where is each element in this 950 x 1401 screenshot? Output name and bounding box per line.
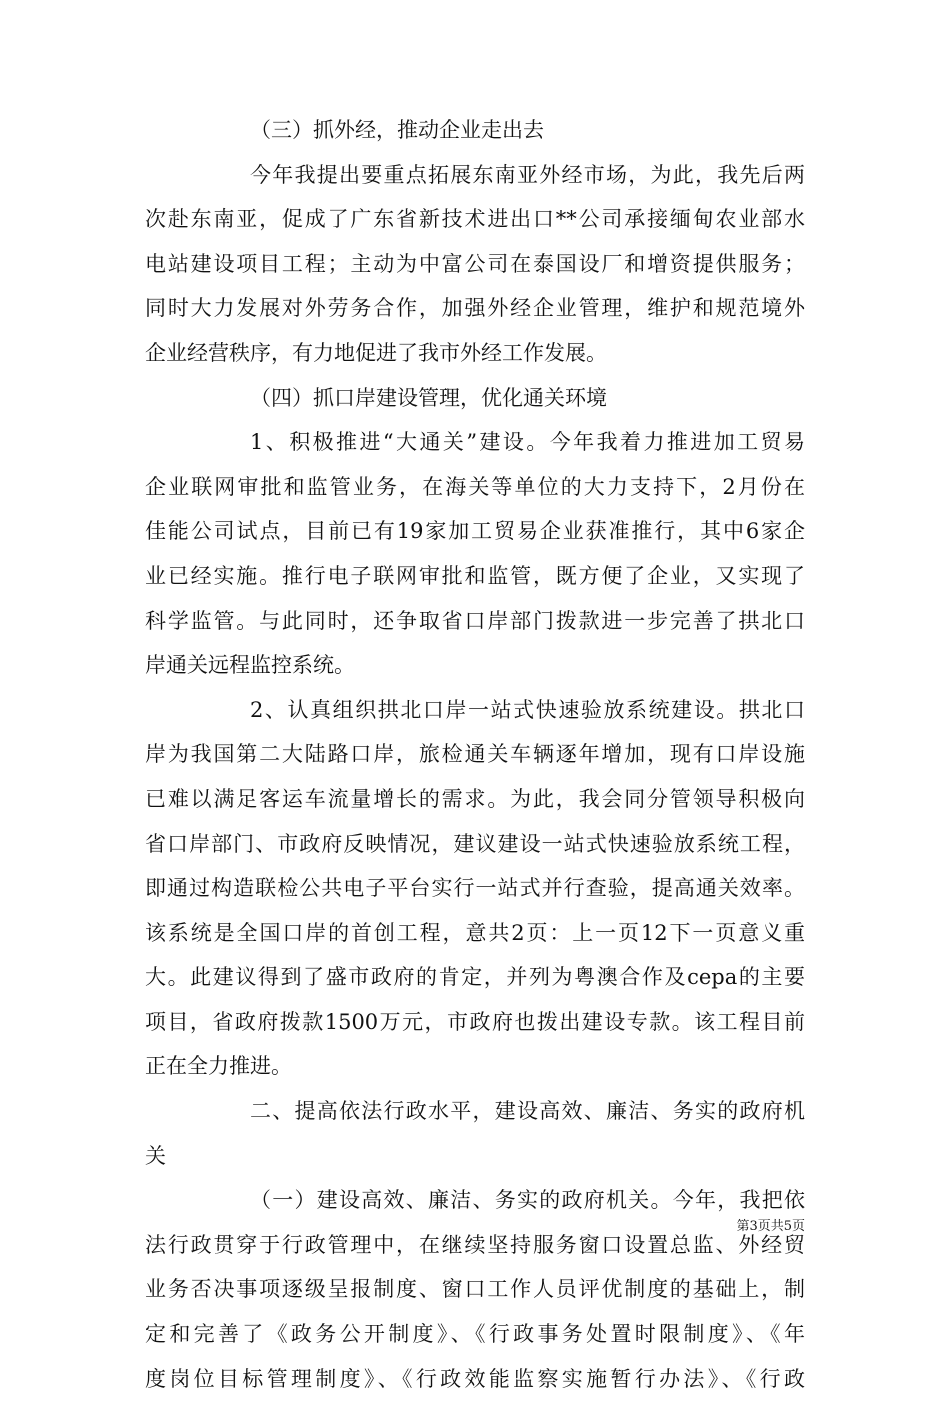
paragraph-line: 项目，省政府拨款1500万元，市政府也拨出建设专款。该工程目前 xyxy=(145,1009,805,1034)
paragraph-line: 省口岸部门、市政府反映情况，建议建设一站式快速验放系统工程， xyxy=(145,831,805,856)
page-number-footer: 第3页共5页 xyxy=(736,1219,805,1234)
paragraph-line: 企业联网审批和监管业务，在海关等单位的大力支持下，2月份在 xyxy=(145,474,805,499)
paragraph-line: 该系统是全国口岸的首创工程，意共2页：上一页12下一页意义重 xyxy=(145,920,805,945)
paragraph-line: 正在全力推进。 xyxy=(145,1054,292,1079)
document-body xyxy=(145,108,805,1401)
heading-part-2-continued: 关 xyxy=(145,1143,166,1168)
paragraph-line: 次赴东南亚，促成了广东省新技术进出口**公司承接缅甸农业部水 xyxy=(145,207,805,232)
paragraph-line: 电站建设项目工程；主动为中富公司在泰国设厂和增资提供服务； xyxy=(145,251,805,276)
paragraph-line: 同时大力发展对外劳务合作，加强外经企业管理，维护和规范境外 xyxy=(145,296,805,321)
paragraph-line: 岸通关远程监控系统。 xyxy=(145,653,355,678)
paragraph-line: 定和完善了《政务公开制度》、《行政事务处置时限制度》、《年 xyxy=(145,1322,805,1347)
paragraph-line: 1、积极推进“大通关”建设。今年我着力推进加工贸易 xyxy=(250,430,805,455)
heading-section-4: （四）抓口岸建设管理，优化通关环境 xyxy=(250,385,607,410)
paragraph-line: 企业经营秩序，有力地促进了我市外经工作发展。 xyxy=(145,340,607,365)
paragraph-line: 2、认真组织拱北口岸一站式快速验放系统建设。拱北口 xyxy=(250,697,805,722)
paragraph-line: 业务否决事项逐级呈报制度、窗口工作人员评优制度的基础上，制 xyxy=(145,1277,805,1302)
paragraph-line: 大。此建议得到了盛市政府的肯定，并列为粤澳合作及cepa的主要 xyxy=(145,965,805,990)
paragraph-line: 度岗位目标管理制度》、《行政效能监察实施暂行办法》、《行政 xyxy=(145,1366,805,1391)
paragraph-line: 岸为我国第二大陆路口岸，旅检通关车辆逐年增加，现有口岸设施 xyxy=(145,742,805,767)
paragraph-line: 佳能公司试点，目前已有19家加工贸易企业获准推行，其中6家企 xyxy=(145,519,805,544)
paragraph-line: 今年我提出要重点拓展东南亚外经市场，为此，我先后两 xyxy=(250,162,805,187)
heading-part-2: 二、提高依法行政水平，建设高效、廉洁、务实的政府机 xyxy=(250,1099,805,1124)
paragraph-line: （一）建设高效、廉洁、务实的政府机关。今年，我把依 xyxy=(250,1188,805,1213)
paragraph-line: 业已经实施。推行电子联网审批和监管，既方便了企业，又实现了 xyxy=(145,563,805,588)
paragraph-line: 即通过构造联检公共电子平台实行一站式并行查验，提高通关效率。 xyxy=(145,876,805,901)
heading-section-3: （三）抓外经，推动企业走出去 xyxy=(250,118,544,142)
paragraph-line: 已难以满足客运车流量增长的需求。为此，我会同分管领导积极向 xyxy=(145,786,805,811)
paragraph-line: 科学监管。与此同时，还争取省口岸部门拨款进一步完善了拱北口 xyxy=(145,608,805,633)
paragraph-line: 法行政贯穿于行政管理中，在继续坚持服务窗口设置总监、外经贸 xyxy=(145,1232,805,1257)
